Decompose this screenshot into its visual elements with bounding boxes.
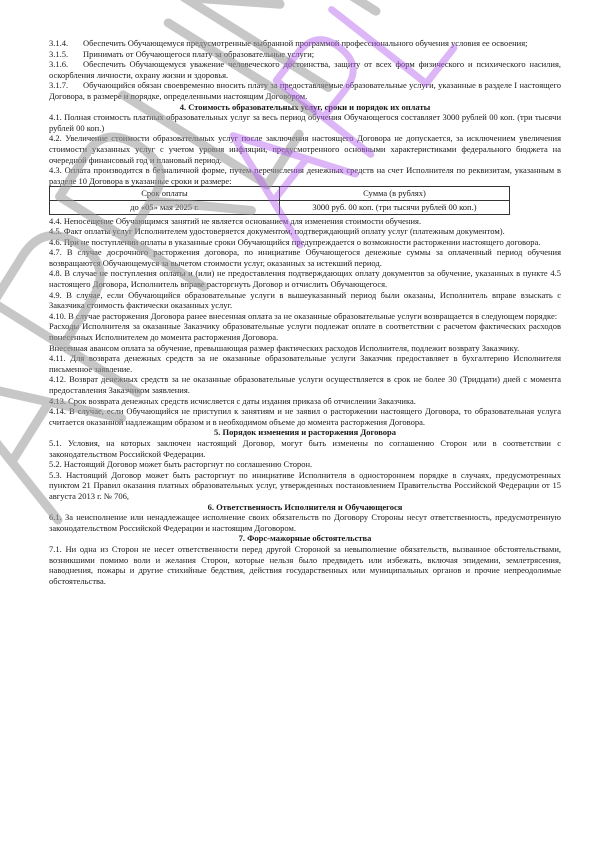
clause-4-13: 4.13. Срок возврата денежных средств исчисляется с даты издания приказа об отчислении Заказчика.: [49, 395, 416, 406]
section-4-title: 4. Стоимость образовательных услуг, сроки и порядок их оплаты: [179, 101, 431, 112]
clause-4-2: 4.2. Увеличение стоимости образовательных услуг после заключения настоящего Договора не допускается, за исключением увеличения стоимости указанных услуг с учетом уровня инфляции, предусмотренного основными характеристиками федерального бюджета на очередной финансовый год и плановый период.: [49, 133, 561, 165]
clause-number: 3.1.7.: [49, 80, 69, 91]
clause-4-7: 4.7. В случае досрочного расторжения договора, по инициативе Обучающегося денежные суммы за оплаченный период обучения возвращаются Обучающемуся за вычетом стоимости услуг, оказанных за истекший период.: [49, 247, 561, 268]
section-7-title: 7. Форс-мажорные обстоятельства: [238, 533, 372, 544]
payment-date-cell: до «05» мая 2025 г.: [50, 200, 280, 214]
clause-4-5: 4.5. Факт оплаты услуг Исполнителем удостоверяется документом, подтверждающий оплату услуг (платежным документом).: [49, 226, 505, 237]
table-header-row: [50, 187, 510, 201]
section-5-title: 5. Порядок изменения и расторжения Договора: [214, 427, 396, 438]
clause-6-1: 6.1. За неисполнение или ненадлежащее исполнение своих обязательств по Договору Стороны несут ответственность, предусмотренную законодательством Российской Федерации и настоящим Договором.: [49, 512, 561, 533]
section-4-clauses: [49, 216, 561, 428]
clause-4-11: 4.11. Для возврата денежных средств за не оказанные образовательные услуги Заказчик предоставляет в бухгалтерию Исполнителя письменное заявление.: [49, 353, 561, 374]
clause-3-1-7: [49, 80, 561, 101]
clause-3-1-5: [49, 49, 561, 60]
clause-4-10-expenses: Расходы Исполнителя за оказанные Заказчику образовательные услуги подлежат оплате в соответствии с расчетом фактических расходов понесенных Исполнителем до момента расторжения Договора.: [49, 321, 561, 343]
column-header-amount: Сумма (в рублях): [280, 187, 510, 201]
payment-schedule-table: [49, 186, 510, 214]
clause-4-8: 4.8. В случае не поступления оплаты и (или) не предоставления подтверждающих оплату документов за обучение, указанных в пункте 4.5 настоящего Договора, Исполнитель вправе расторгнуть Договор и отчислить Обучающегося.: [49, 268, 561, 290]
clause-text: Принимать от Обучающегося плату за образовательные услуги;: [83, 48, 315, 59]
clause-number: 3.1.6.: [49, 59, 69, 70]
clause-text: Обучающийся обязан своевременно вносить плату за предоставляемые образовательные услуги, указанные в разделе I настоящего Договора, в размере и порядке, определенными настоящим Договором.: [49, 80, 561, 101]
clause-4-3: 4.3. Оплата производится в безналичной форме, путем перечисления денежных средств на счет Исполнителя по реквизитам, указанным в разделе 10 Договора в указанные сроки и размере:: [49, 165, 561, 186]
payment-amount-cell: 3000 руб. 00 коп. (три тысячи рублей 00 коп.): [280, 200, 510, 214]
clause-number: 3.1.4.: [49, 38, 69, 48]
clause-4-6: 4.6. При не поступлении оплаты в указанные сроки Обучающийся предупреждается о возможности расторжении настоящего договора.: [49, 236, 541, 247]
clause-4-1: 4.1. Полная стоимость платных образовательных услуг за весь период обучения Обучающегося составляет 3000 рублей 00 коп. (три тысячи рублей 00 коп.): [49, 112, 561, 133]
clause-7-1: 7.1. Ни одна из Сторон не несет ответственности перед другой Стороной за невыполнение обязательств, вызванное обстоятельствами, возникшими помимо воли и желания Сторон, которые нельзя было предвидеть или избежать, включая эпидемии, землетрясения, наводнения, пожары и другие стихийные бедствия, действия государственных или муниципальных органов и прочие непреодолимые обстоятельства.: [49, 543, 561, 586]
clause-text: Обеспечить Обучающемуся предусмотренные выбранной программой профессионального обучения условия ее освоения;: [83, 38, 528, 48]
clause-4-9: 4.9. В случае, если Обучающийся образовательные услуги в вышеуказанный период были оказаны, Исполнитель вправе взыскать с Заказчика стоимость фактически оказанных услуг.: [49, 289, 561, 311]
clause-4-10-advance: Внесенная авансом оплата за обучение, превышающая размер фактических расходов Исполнителя, подлежит возврату Заказчику.: [49, 342, 520, 353]
clause-text: Обеспечить Обучающемуся уважение человеческого достоинства, защиту от всех форм физического и психического насилия, оскорбления личности, охрану жизни и здоровья.: [49, 59, 561, 80]
clause-3-1-4: [49, 38, 561, 49]
clause-5-1: 5.1. Условия, на которых заключен настоящий Договор, могут быть изменены по соглашению Сторон или в соответствии с законодательством Российской Федерации.: [49, 437, 561, 459]
clause-4-4: 4.4. Непосещение Обучающимся занятий не является основанием для изменения стоимости обучения.: [49, 215, 422, 226]
clause-4-12: 4.12. Возврат денежных средств за не оказанные образовательные услуги осуществляется в срок не более 30 (Тридцати) дней с момента предоставления Заказчиком заявления.: [49, 374, 561, 395]
section-6-title: 6. Ответственность Исполнителя и Обучающегося: [207, 501, 403, 512]
clause-4-14: 4.14. В случае, если Обучающийся не приступил к занятиям и не заявил о расторжении настоящего Договора, то образовательная услуга считается оказанной надлежащим образом и в необходимом объеме до момента расторжения Договора.: [49, 406, 561, 427]
column-header-payment-date: Срок оплаты: [50, 187, 280, 201]
clause-5-2: 5.2. Настоящий Договор может быть расторгнут по соглашению Сторон.: [49, 459, 313, 470]
table-row: [50, 200, 510, 214]
clause-5-3: 5.3. Настоящий Договор может быть расторгнут по инициативе Исполнителя в одностороннем порядке в случаях, предусмотренных пунктом 21 Правил оказания платных образовательных услуг, утвержденных постановлением Правительства Российской Федерации от 15 августа 2013 г. № 706,: [49, 469, 561, 501]
clause-4-10: 4.10. В случае расторжения Договора ранее внесенная оплата за не оказанные образовательные услуги возвращается в следующем порядке:: [49, 310, 558, 321]
contract-page: [49, 38, 561, 586]
clause-number: 3.1.5.: [49, 48, 69, 59]
clause-3-1-6: [49, 59, 561, 80]
